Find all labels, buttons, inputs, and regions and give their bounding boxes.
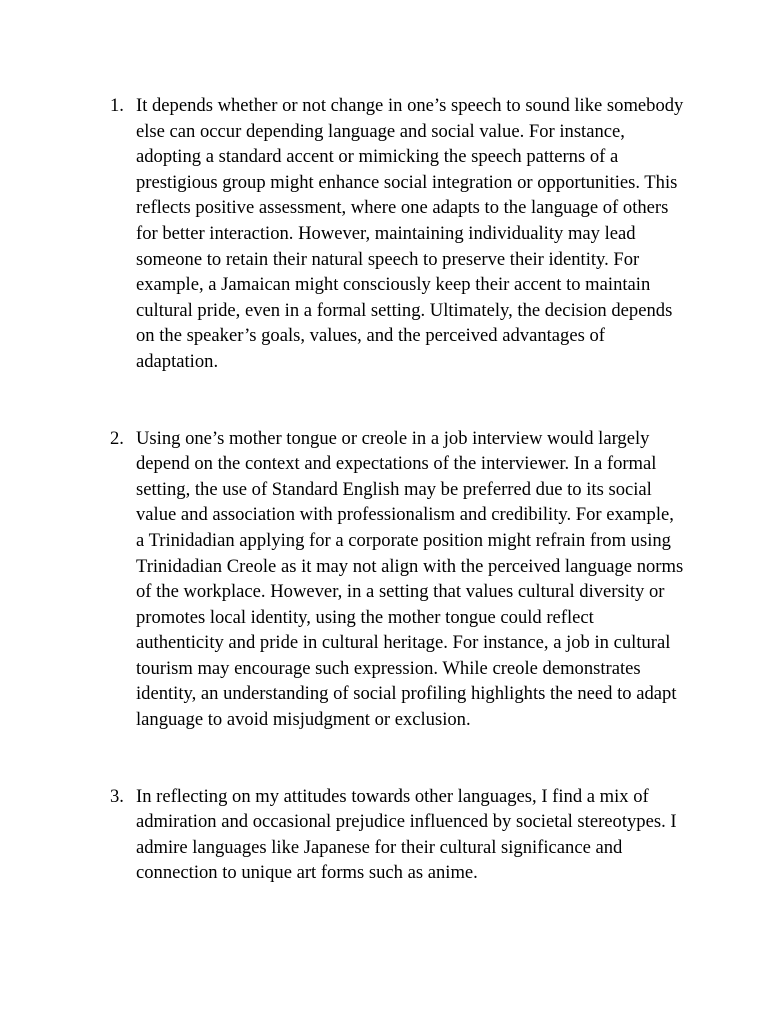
list-item-text: Using one’s mother tongue or creole in a job interview would largely depend on the context and expectations of the interviewer. In a formal setting, the use of Standard English may be preferred due to its social value and association with professionalism and credibility. For example, a Trinidadian applying for a corporate position might refrain from using Trinidadian Creole as it may not align with the perceived language norms of the workplace. However, in a setting that values cultural diversity or promotes local identity, using the mother tongue could reflect authenticity and pride in cultural heritage. For instance, a job in cultural tourism may encourage such expression. While creole demonstrates identity, an understanding of social profiling highlights the need to adapt language to avoid misjudgment or exclusion. [136,427,684,731]
list-item-number: 2. [110,427,124,449]
numbered-list [110,93,685,886]
list-item [110,93,685,375]
list-item-text: It depends whether or not change in one’s speech to sound like somebody else can occur depending language and social value. For instance, adopting a standard accent or mimicking the speech patterns of a prestigious group might enhance social integration or opportunities. This reflects positive assessment, where one adapts to the language of others for better interaction. However, maintaining individuality may lead someone to retain their natural speech to preserve their identity. For example, a Jamaican might consciously keep their accent to maintain cultural pride, even in a formal setting. Ultimately, the decision depends on the speaker’s goals, values, and the perceived advantages of adaptation. [136,95,684,372]
list-item-text: In reflecting on my attitudes towards other languages, I find a mix of admiration and occasional prejudice influenced by societal stereotypes. I admire languages like Japanese for their cultural significance and connection to unique art forms such as anime. [136,785,677,884]
list-item [110,784,685,886]
list-item-number: 3. [110,785,124,807]
list-item-number: 1. [110,95,124,116]
list-item [110,426,685,733]
